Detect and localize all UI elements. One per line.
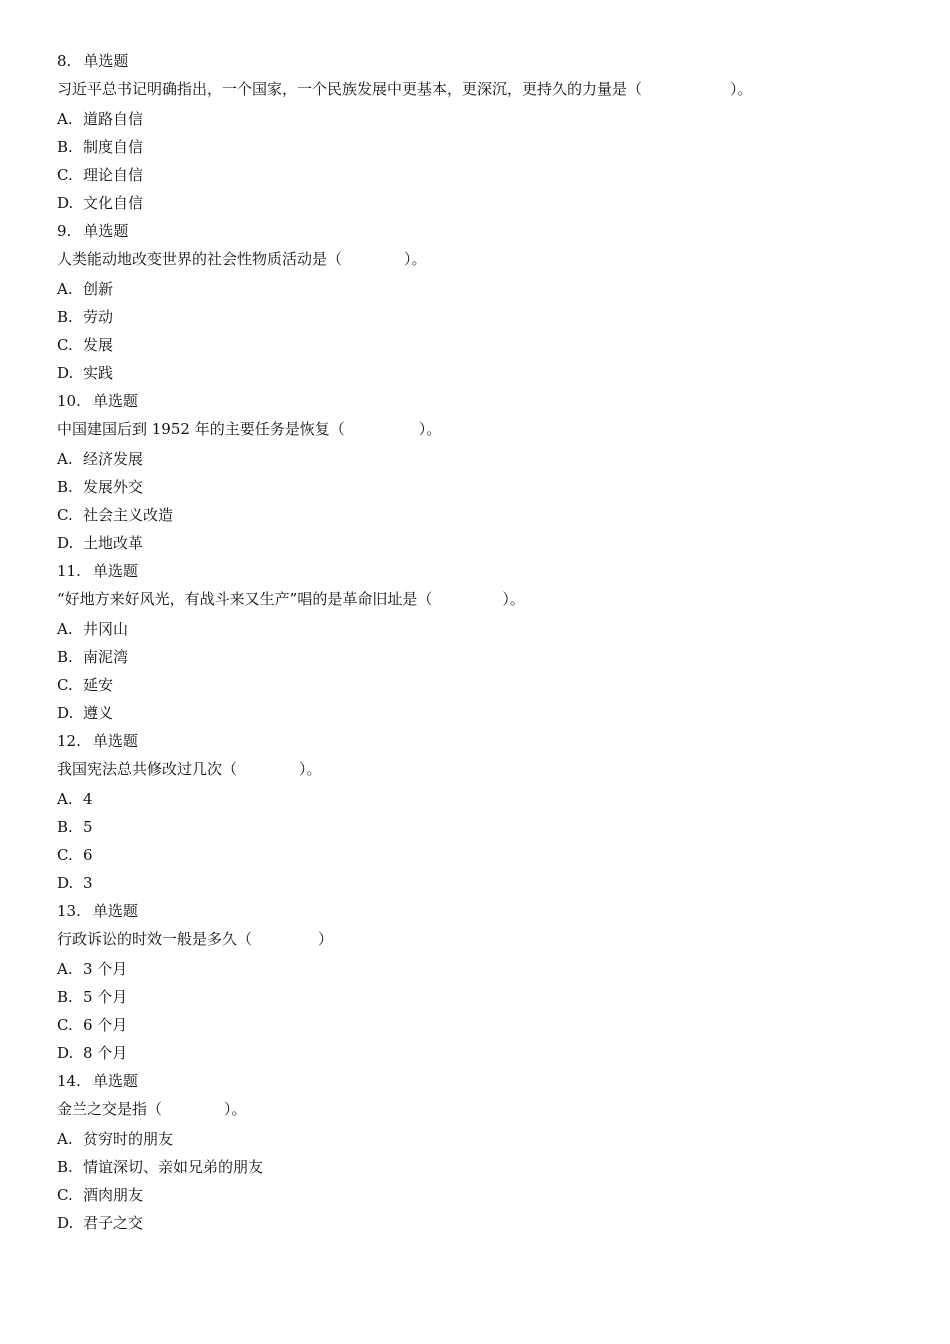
- option-text: 3 个月: [83, 960, 128, 978]
- answer-option: [57, 501, 917, 529]
- answer-option: [57, 983, 917, 1011]
- option-text: 经济发展: [83, 450, 144, 468]
- option-letter: B.: [57, 988, 73, 1006]
- option-letter: D.: [57, 1044, 74, 1062]
- question-header: [57, 387, 917, 415]
- question-block: [57, 557, 917, 727]
- option-letter: B.: [57, 1158, 73, 1176]
- answer-option: [57, 1125, 917, 1153]
- option-text: 6 个月: [83, 1016, 128, 1034]
- option-letter: A.: [57, 1130, 73, 1148]
- option-letter: A.: [57, 960, 73, 978]
- answer-option: [57, 615, 917, 643]
- option-letter: D.: [57, 364, 74, 382]
- question-type: 单选题: [92, 902, 138, 920]
- option-text: 6: [83, 846, 93, 864]
- option-letter: D.: [57, 704, 74, 722]
- option-letter: C.: [57, 846, 73, 864]
- option-letter: B.: [57, 138, 73, 156]
- answer-option: [57, 1209, 917, 1237]
- option-letter: C.: [57, 506, 73, 524]
- question-stem-end: ）。: [404, 250, 427, 268]
- answer-option: [57, 445, 917, 473]
- answer-option: [57, 671, 917, 699]
- option-letter: C.: [57, 1186, 73, 1204]
- option-text: 文化自信: [83, 194, 144, 212]
- question-block: [57, 217, 917, 387]
- option-letter: A.: [57, 620, 73, 638]
- question-header: [57, 727, 917, 755]
- option-letter: C.: [57, 1016, 73, 1034]
- question-stem-text: 人类能动地改变世界的社会性物质活动是（: [57, 250, 343, 268]
- option-letter: C.: [57, 336, 73, 354]
- answer-option: [57, 473, 917, 501]
- option-text: 发展: [83, 336, 114, 354]
- question-stem: [57, 1095, 917, 1125]
- question-header: [57, 217, 917, 245]
- option-letter: B.: [57, 478, 73, 496]
- answer-option: [57, 189, 917, 217]
- answer-option: [57, 303, 917, 331]
- question-type: 单选题: [92, 732, 138, 750]
- answer-option: [57, 699, 917, 727]
- question-stem-end: ）: [318, 930, 334, 948]
- option-text: 8 个月: [83, 1044, 128, 1062]
- option-letter: B.: [57, 308, 73, 326]
- option-text: 劳动: [83, 308, 114, 326]
- option-text: 制度自信: [83, 138, 144, 156]
- question-stem-end: ）。: [299, 760, 322, 778]
- question-block: [57, 387, 917, 557]
- option-letter: C.: [57, 676, 73, 694]
- question-block: [57, 47, 917, 217]
- answer-option: [57, 161, 917, 189]
- question-header: [57, 897, 917, 925]
- question-block: [57, 1067, 917, 1237]
- question-number: 8.: [57, 52, 72, 70]
- question-number: 11.: [57, 562, 81, 580]
- option-text: 延安: [83, 676, 114, 694]
- option-text: 5: [83, 818, 93, 836]
- question-number: 14.: [57, 1072, 81, 1090]
- question-document: [57, 47, 917, 1237]
- answer-option: [57, 331, 917, 359]
- answer-option: [57, 1181, 917, 1209]
- answer-option: [57, 955, 917, 983]
- option-text: 实践: [83, 364, 114, 382]
- question-number: 12.: [57, 732, 81, 750]
- question-stem: [57, 75, 917, 105]
- answer-option: [57, 359, 917, 387]
- option-letter: B.: [57, 818, 73, 836]
- option-letter: D.: [57, 1214, 74, 1232]
- answer-option: [57, 785, 917, 813]
- option-letter: A.: [57, 450, 73, 468]
- answer-option: [57, 1153, 917, 1181]
- question-block: [57, 897, 917, 1067]
- option-letter: A.: [57, 110, 73, 128]
- question-stem: [57, 585, 917, 615]
- option-letter: C.: [57, 166, 73, 184]
- option-text: 君子之交: [83, 1214, 144, 1232]
- question-stem: [57, 245, 917, 275]
- question-stem-text: 行政诉讼的时效一般是多久（: [57, 930, 253, 948]
- option-text: 发展外交: [83, 478, 144, 496]
- question-number: 10.: [57, 392, 81, 410]
- question-stem-end: ）。: [418, 420, 442, 438]
- option-text: 南泥湾: [83, 648, 129, 666]
- answer-option: [57, 869, 917, 897]
- question-type: 单选题: [92, 392, 138, 410]
- question-type: 单选题: [92, 1072, 138, 1090]
- answer-option: [57, 1011, 917, 1039]
- question-number: 9.: [57, 222, 72, 240]
- answer-option: [57, 275, 917, 303]
- option-text: 5 个月: [83, 988, 128, 1006]
- option-text: 酒肉朋友: [83, 1186, 144, 1204]
- question-stem-text: 习近平总书记明确指出，一个国家，一个民族发展中更基本，更深沉，更持久的力量是（: [57, 80, 643, 98]
- option-text: 井冈山: [83, 620, 129, 638]
- question-header: [57, 557, 917, 585]
- option-text: 社会主义改造: [83, 506, 174, 524]
- option-text: 情谊深切、亲如兄弟的朋友: [83, 1158, 264, 1176]
- option-text: 道路自信: [83, 110, 144, 128]
- question-stem-text: 金兰之交是指（: [57, 1100, 163, 1118]
- answer-option: [57, 813, 917, 841]
- answer-option: [57, 1039, 917, 1067]
- question-type: 单选题: [83, 222, 129, 240]
- option-letter: B.: [57, 648, 73, 666]
- question-header: [57, 47, 917, 75]
- option-text: 土地改革: [83, 534, 144, 552]
- question-stem: [57, 415, 917, 445]
- option-letter: D.: [57, 534, 74, 552]
- answer-option: [57, 133, 917, 161]
- answer-option: [57, 643, 917, 671]
- option-letter: D.: [57, 194, 74, 212]
- question-number: 13.: [57, 902, 81, 920]
- question-stem-text: 中国建国后到 1952 年的主要任务是恢复（: [57, 420, 345, 438]
- option-text: 3: [83, 874, 93, 892]
- question-header: [57, 1067, 917, 1095]
- question-stem: [57, 925, 917, 955]
- option-text: 贫穷时的朋友: [83, 1130, 174, 1148]
- answer-option: [57, 529, 917, 557]
- answer-option: [57, 105, 917, 133]
- question-stem-end: ）。: [730, 80, 753, 98]
- question-stem-text: 我国宪法总共修改过几次（: [57, 760, 238, 778]
- option-letter: A.: [57, 280, 73, 298]
- question-type: 单选题: [92, 562, 138, 580]
- question-stem-text: “好地方来好风光，有战斗来又生产”唱的是革命旧址是（: [57, 590, 433, 608]
- question-stem-end: ）。: [224, 1100, 247, 1118]
- question-stem-end: ）。: [502, 590, 525, 608]
- option-text: 创新: [83, 280, 114, 298]
- question-type: 单选题: [83, 52, 129, 70]
- question-stem: [57, 755, 917, 785]
- option-text: 4: [83, 790, 93, 808]
- question-block: [57, 727, 917, 897]
- answer-option: [57, 841, 917, 869]
- option-letter: A.: [57, 790, 73, 808]
- option-text: 理论自信: [83, 166, 144, 184]
- option-text: 遵义: [83, 704, 114, 722]
- option-letter: D.: [57, 874, 74, 892]
